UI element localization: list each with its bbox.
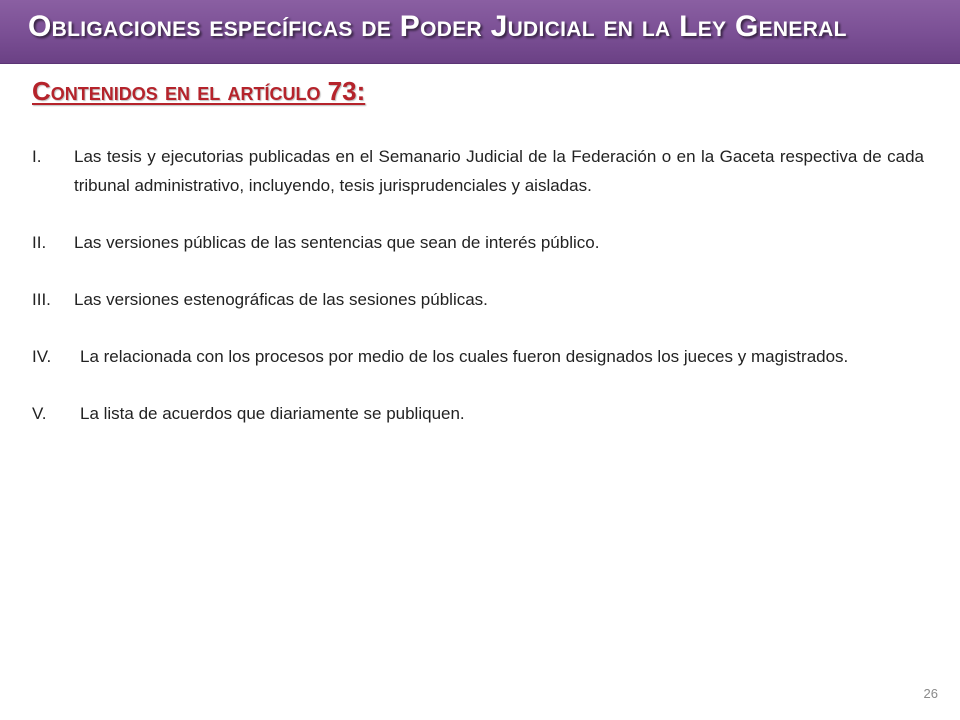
list-item: [32, 342, 924, 371]
list-item: [32, 142, 924, 200]
list-item-text: La lista de acuerdos que diariamente se publiquen.: [80, 404, 465, 423]
list-item-numeral: III.: [32, 290, 51, 309]
list-item: [32, 285, 924, 314]
list-item-numeral: IV.: [32, 347, 52, 366]
article-content-list: [32, 142, 924, 456]
title-bar: [0, 0, 960, 64]
list-item-numeral: I.: [32, 147, 42, 166]
list-item-text: La relacionada con los procesos por medio de los cuales fueron designados los jueces y magistrados.: [80, 347, 849, 366]
list-item-text: Las versiones públicas de las sentencias que sean de interés público.: [74, 233, 600, 252]
list-item-text: Las tesis y ejecutorias publicadas en el Semanario Judicial de la Federación o en la Gaceta respectiva de cada tribunal administrativo, incluyendo, tesis jurisprudenciales y aisladas.: [74, 147, 924, 195]
list-item-numeral: V.: [32, 404, 47, 423]
list-item-numeral: II.: [32, 233, 47, 252]
list-item: [32, 399, 924, 428]
slide-title: Obligaciones específicas de Poder Judicial en la Ley General: [28, 10, 847, 43]
page-number: 26: [923, 686, 938, 701]
section-subtitle: Contenidos en el artículo 73:: [32, 76, 366, 106]
list-item-text: Las versiones estenográficas de las sesiones públicas.: [74, 290, 488, 309]
list-item: [32, 228, 924, 257]
